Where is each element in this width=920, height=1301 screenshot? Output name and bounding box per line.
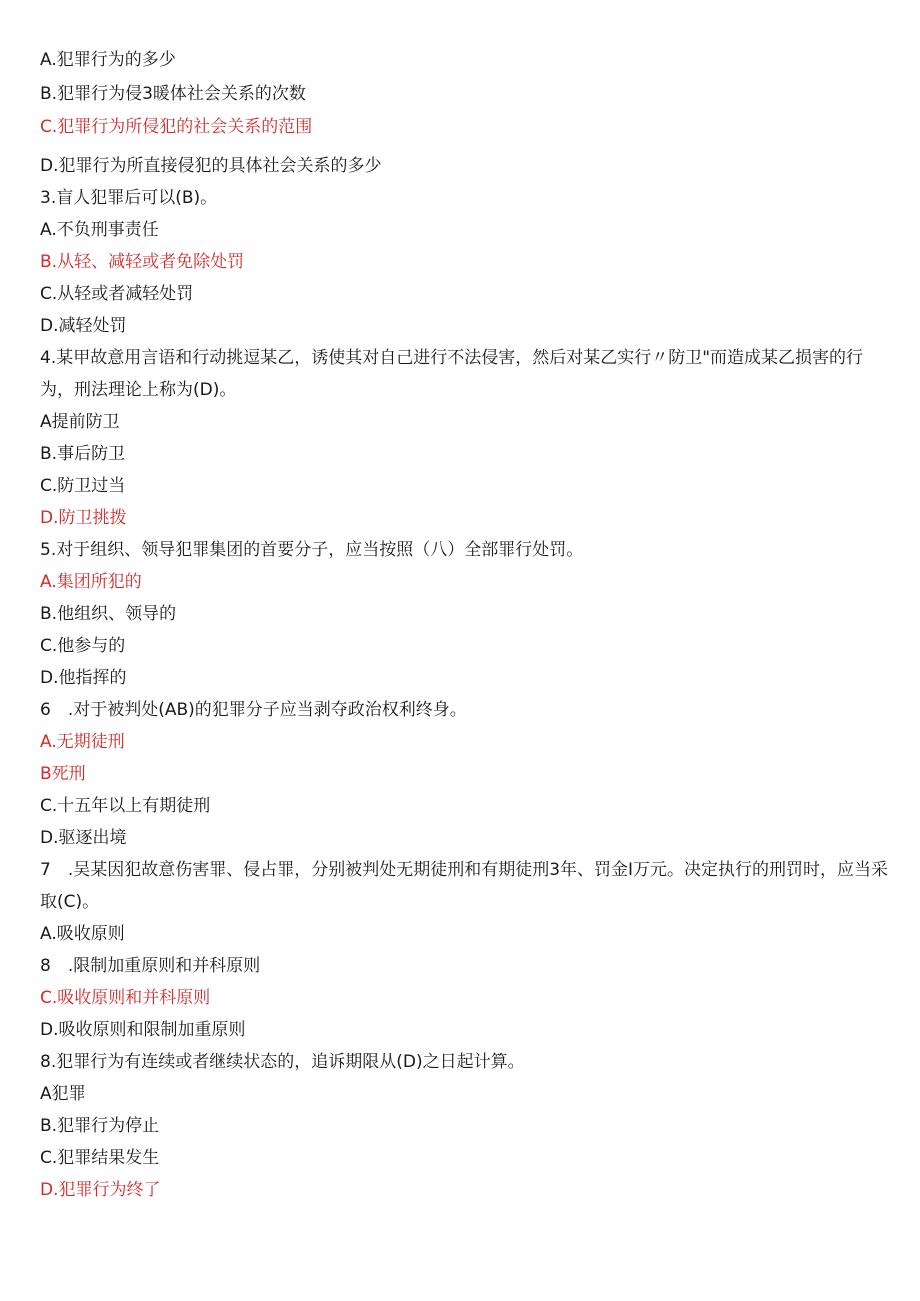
q5-option-d: D.他指挥的: [40, 668, 127, 688]
option-d-line: D.犯罪行为所直接侵犯的具体社会关系的多少: [40, 156, 382, 176]
answer-option-c-line: C.犯罪行为所侵犯的社会关系的范围: [40, 117, 313, 137]
q3-option-d: D.减轻处罚: [40, 316, 127, 336]
question-7: 7 .吴某因犯故意伤害罪、侵占罪，分别被判处无期徒刑和有期徒刑3年、罚金I万元。决定执行的刑罚时，应当采取(C)。: [40, 860, 889, 912]
q5-option-c: C.他参与的: [40, 636, 126, 656]
q4-answer-option-d: D.防卫挑拨: [40, 508, 127, 528]
q3-option-c: C.从轻或者减轻处罚: [40, 284, 194, 304]
q5-answer-option-a: A.集团所犯的: [40, 572, 142, 592]
q6-option-c: C.十五年以上有期徒刑: [40, 796, 211, 816]
q7-option-a: A.吸收原则: [40, 924, 125, 944]
q4-option-c: C.防卫过当: [40, 476, 126, 496]
q8-option-c: C.犯罪结果发生: [40, 1148, 160, 1168]
q3-option-a: A.不负刑事责任: [40, 220, 159, 240]
q8-option-b: B.犯罪行为停止: [40, 1116, 160, 1136]
q4-option-b: B.事后防卫: [40, 444, 126, 464]
q8-answer-option-d: D.犯罪行为终了: [40, 1180, 161, 1200]
q5-option-b: B.他组织、领导的: [40, 604, 177, 624]
q3-answer-option-b: B.从轻、减轻或者免除处罚: [40, 252, 245, 272]
option-a-line: A.犯罪行为的多少: [40, 50, 176, 70]
q6-answer-option-a: A.无期徒刑: [40, 732, 125, 752]
q6-answer-option-b: B死刑: [40, 764, 86, 784]
q7-option-d: D.吸收原则和限制加重原则: [40, 1020, 246, 1040]
q7-answer-option-c: C.吸收原则和并科原则: [40, 988, 211, 1008]
question-3: 3.盲人犯罪后可以(B)。: [40, 188, 218, 208]
question-4: 4.某甲故意用言语和行动挑逗某乙，诱使其对自己进行不法侵害，然后对某乙实行〃防卫"而造成某乙损害的行为，刑法理论上称为(D)。: [40, 348, 864, 400]
q8-option-a: A犯罪: [40, 1084, 86, 1104]
option-b-line: B.犯罪行为侵3暖体社会关系的次数: [40, 84, 306, 104]
question-5: 5.对于组织、领导犯罪集团的首要分子，应当按照（八）全部罪行处罚。: [40, 540, 584, 560]
question-6: 6 .对于被判处(AB)的犯罪分子应当剥夺政治权利终身。: [40, 700, 467, 720]
q7-option-b: 8 .限制加重原则和并科原则: [40, 956, 261, 976]
q4-option-a: A提前防卫: [40, 412, 120, 432]
q6-option-d: D.驱逐出境: [40, 828, 127, 848]
question-8: 8.犯罪行为有连续或者继续状态的，追诉期限从(D)之日起计算。: [40, 1052, 525, 1072]
